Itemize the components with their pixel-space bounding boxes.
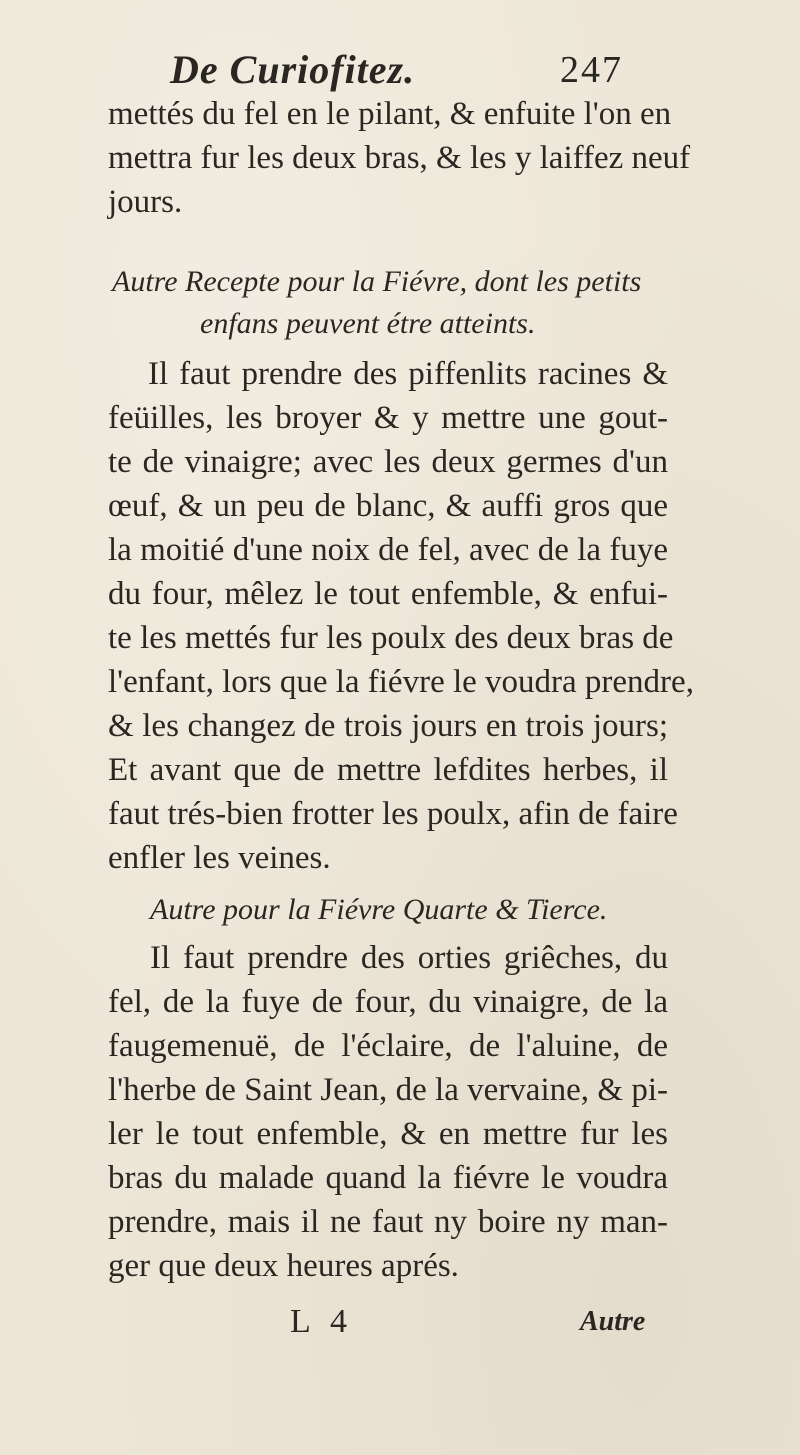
section-heading-continued: enfans peuvent étre atteints. [200, 307, 536, 340]
running-title: De Curiofitez. [170, 47, 416, 92]
text-line: ler le tout enfemble, & en mettre fur les [108, 1116, 668, 1152]
text-line: la moitié d'une noix de fel, avec de la fuye [108, 532, 668, 568]
text-line: prendre, mais il ne faut ny boire ny man- [108, 1204, 668, 1240]
text-line: bras du malade quand la fiévre le voudra [108, 1160, 668, 1196]
text-line: Il faut prendre des orties griêches, du [150, 940, 668, 976]
text-line: mettés du fel en le pilant, & enfuite l'on en [108, 96, 672, 132]
text-line: ger que deux heures aprés. [108, 1248, 459, 1284]
section-heading: Autre pour la Fiévre Quarte & Tierce. [150, 893, 608, 926]
text-line: te de vinaigre; avec les deux germes d'un [108, 444, 668, 480]
text-line: l'enfant, lors que la fiévre le voudra prendre, [108, 664, 694, 700]
text-line: mettra fur les deux bras, & les y laiffez neuf [108, 140, 691, 176]
text-line: & les changez de trois jours en trois jours; [108, 708, 668, 744]
text-line: te les mettés fur les poulx des deux bras de [108, 620, 674, 656]
page-number: 247 [560, 49, 623, 91]
section-heading: Autre Recepte pour la Fiévre, dont les petits [112, 265, 642, 298]
text-line: Il faut prendre des piffenlits racines & [148, 356, 668, 392]
text-line: œuf, & un peu de blanc, & auffi gros que [108, 488, 668, 524]
text-line: Et avant que de mettre lefdites herbes, il [108, 752, 668, 788]
signature-mark: L 4 [290, 1303, 354, 1340]
text-line: fel, de la fuye de four, du vinaigre, de la [108, 984, 668, 1020]
text-line: faugemenuë, de l'éclaire, de l'aluine, de [108, 1028, 668, 1064]
text-line: feüilles, les broyer & y mettre une gout- [108, 400, 668, 436]
catchword: Autre [580, 1306, 646, 1337]
text-line: jours. [108, 184, 183, 220]
text-line: faut trés-bien frotter les poulx, afin de faire [108, 796, 678, 832]
running-head [0, 45, 800, 95]
text-line: l'herbe de Saint Jean, de la vervaine, & pi- [108, 1072, 668, 1108]
text-line: du four, mêlez le tout enfemble, & enfui- [108, 576, 668, 612]
text-line: enfler les veines. [108, 840, 331, 876]
